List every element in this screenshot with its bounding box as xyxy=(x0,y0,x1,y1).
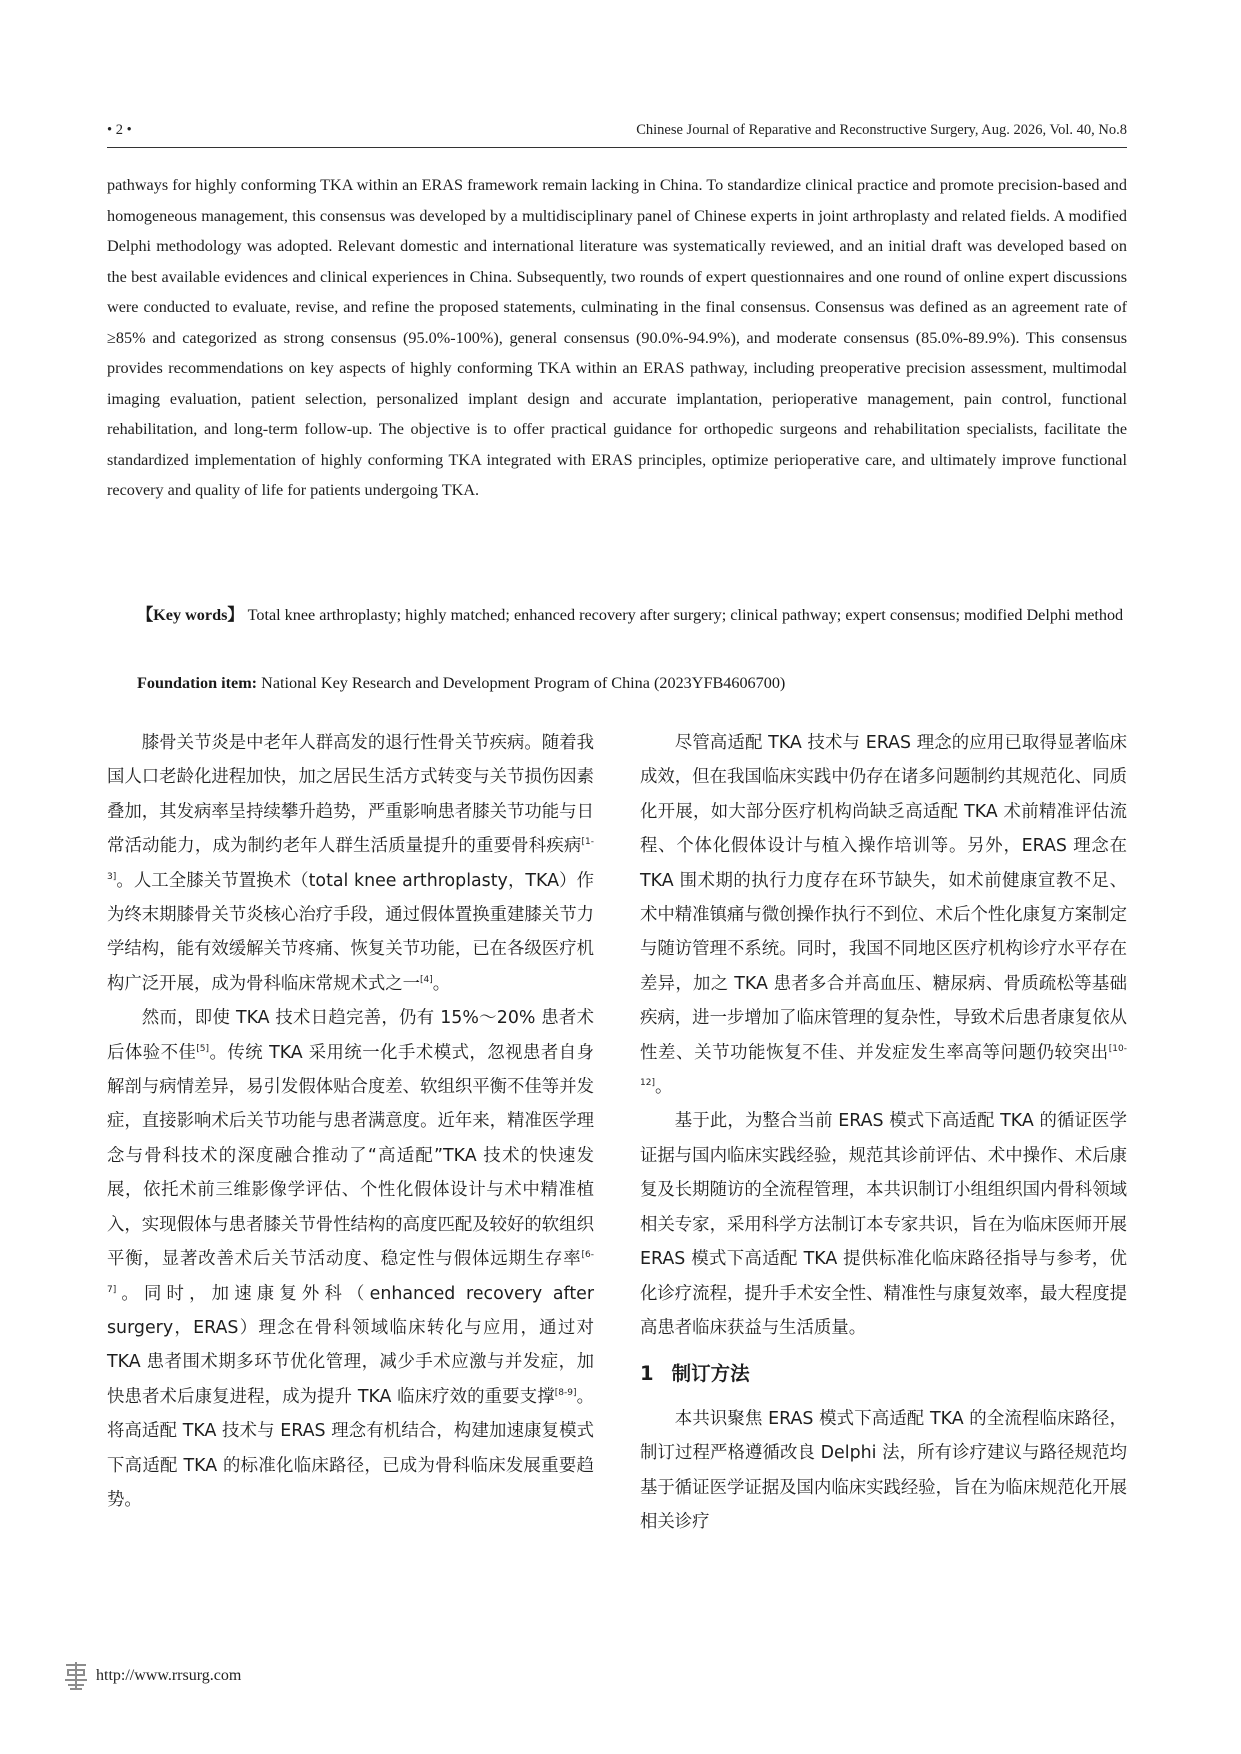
header-rule xyxy=(107,147,1127,148)
foundation-text: National Key Research and Development Program of China (2023YFB4606700) xyxy=(261,674,786,692)
journal-logo-icon xyxy=(62,1660,90,1692)
body-column-right xyxy=(640,726,1127,1539)
citation: [8-9] xyxy=(554,1387,577,1398)
foundation-label: Foundation item: xyxy=(137,674,258,692)
citation: [10-12] xyxy=(640,1043,1127,1089)
paragraph-2: 然而，即使 TKA 技术日趋完善，仍有 15%～20% 患者术后体验不佳[5]。传统 TKA 采用统一化手术模式，忽视患者自身解剖与病情差异，易引发假体贴合度差、软组织平衡不佳等并发症，直接影响术后关节功能与患者满意度。近年来，精准医学理念与骨科技术的深度融合推动了“高适配”TKA 技术的快速发展，依托术前三维影像学评估、个性化假体设计与术中精准植入，实现假体与患者膝关节骨性结构的高度匹配及较好的软组织平衡，显著改善术后关节活动度、稳定性与假体远期生存率[6-7]。同时，加速康复外科（enhanced recovery after surgery，ERAS）理念在骨科领域临床转化与应用，通过对 TKA 患者围术期多环节优化管理，减少手术应激与并发症，加快患者术后康复进程，成为提升 TKA 临床疗效的重要支撑[8-9]。将高适配 TKA 技术与 ERAS 理念有机结合，构建加速康复模式下高适配 TKA 的标准化临床路径，已成为骨科临床发展重要趋势。 xyxy=(107,1008,594,1510)
keywords-text: Total knee arthroplasty; highly matched; enhanced recovery after surgery; clinical pathway; expert consensus; modified Delphi method xyxy=(247,606,1124,624)
footer-url[interactable]: http://www.rrsurg.com xyxy=(96,1667,242,1684)
paragraph-3: 尽管高适配 TKA 技术与 ERAS 理念的应用已取得显著临床成效，但在我国临床实践中仍存在诸多问题制约其规范化、同质化开展，如大部分医疗机构尚缺乏高适配 TKA 术前精准评估流程、个体化假体设计与植入操作培训等。另外，ERAS 理念在 TKA 围术期的执行力度存在环节缺失，如术前健康宣教不足、术中精准镇痛与微创操作执行不到位、术后个性化康复方案制定与随访管理不系统。同时，我国不同地区医疗机构诊疗水平存在差异，加之 TKA 患者多合并高血压、糖尿病、骨质疏松等基础疾病，进一步增加了临床管理的复杂性，导致术后患者康复依从性差、关节功能恢复不佳、并发症发生率高等问题仍较突出[10-12]。 xyxy=(640,733,1127,1098)
citation: [5] xyxy=(196,1043,210,1054)
abstract-text: pathways for highly conforming TKA within an ERAS framework remain lacking in China. To standardize clinical practice and promote precision-based and homogeneous management, this consensus was developed by a multidisciplinary panel of Chinese experts in joint arthroplasty and related fields. A modified Delphi methodology was adopted. Relevant domestic and international literature was systematically reviewed, and an initial draft was developed based on the best available evidences and clinical experiences in China. Subsequently, two rounds of expert questionnaires and one round of online expert discussions were conducted to evaluate, revise, and refine the proposed statements, culminating in the final consensus. Consensus was defined as an agreement rate of ≥85% and categorized as strong consensus (95.0%-100%), general consensus (90.0%-94.9%), and moderate consensus (85.0%-89.9%). This consensus provides recommendations on key aspects of highly conforming TKA within an ERAS pathway, including preoperative precision assessment, multimodal imaging evaluation, patient selection, personalized implant design and accurate implantation, perioperative management, pain control, functional rehabilitation, and long-term follow-up. The objective is to offer practical guidance for orthopedic surgeons and rehabilitation specialists, facilitate the standardized implementation of highly conforming TKA integrated with ERAS principles, optimize perioperative care, and ultimately improve functional recovery and quality of life for patients undergoing TKA. xyxy=(107,176,1127,499)
citation: [1-3] xyxy=(107,837,594,882)
keywords-label: 【Key words】 xyxy=(137,606,244,624)
section-title: 制订方法 xyxy=(671,1362,750,1386)
paragraph-4: 基于此，为整合当前 ERAS 模式下高适配 TKA 的循证医学证据与国内临床实践经验，规范其诊前评估、术中操作、术后康复及长期随访的全流程管理，本共识制订小组组织国内骨科领域相关专家，采用科学方法制订本专家共识，旨在为临床医师开展 ERAS 模式下高适配 TKA 提供标准化临床路径指导与参考，优化诊疗流程，提升手术安全性、精准性与康复效率，最大程度提高患者临床获益与生活质量。 xyxy=(640,1111,1127,1338)
page-footer xyxy=(62,1658,462,1698)
section-number: 1 xyxy=(640,1362,654,1386)
paragraph-5: 本共识聚焦 ERAS 模式下高适配 TKA 的全流程临床路径，制订过程严格遵循改良 Delphi 法，所有诊疗建议与路径规范均基于循证医学证据及国内临床实践经验，旨在为临床规范化开展相关诊疗 xyxy=(640,1408,1127,1532)
citation: [6-7] xyxy=(107,1250,594,1295)
foundation-item xyxy=(137,668,1127,698)
page-number: • 2 • xyxy=(107,122,132,138)
keywords xyxy=(107,600,1127,631)
citation: [4] xyxy=(420,974,433,985)
section-heading xyxy=(640,1357,1127,1391)
body-column-left xyxy=(107,726,594,1517)
paragraph-1: 膝骨关节炎是中老年人群高发的退行性骨关节疾病。随着我国人口老龄化进程加快，加之居民生活方式转变与关节损伤因素叠加，其发病率呈持续攀升趋势，严重影响患者膝关节功能与日常活动能力，成为制约老年人群生活质量提升的重要骨科疾病[1-3]。人工全膝关节置换术（total knee arthroplasty，TKA）作为终末期膝骨关节炎核心治疗手段，通过假体置换重建膝关节力学结构，能有效缓解关节疼痛、恢复关节功能，已在各级医疗机构广泛开展，成为骨科临床常规术式之一[4]。 xyxy=(107,733,594,994)
journal-title: Chinese Journal of Reparative and Reconstructive Surgery, Aug. 2026, Vol. 40, No.8 xyxy=(636,122,1127,138)
running-header xyxy=(107,120,1127,144)
